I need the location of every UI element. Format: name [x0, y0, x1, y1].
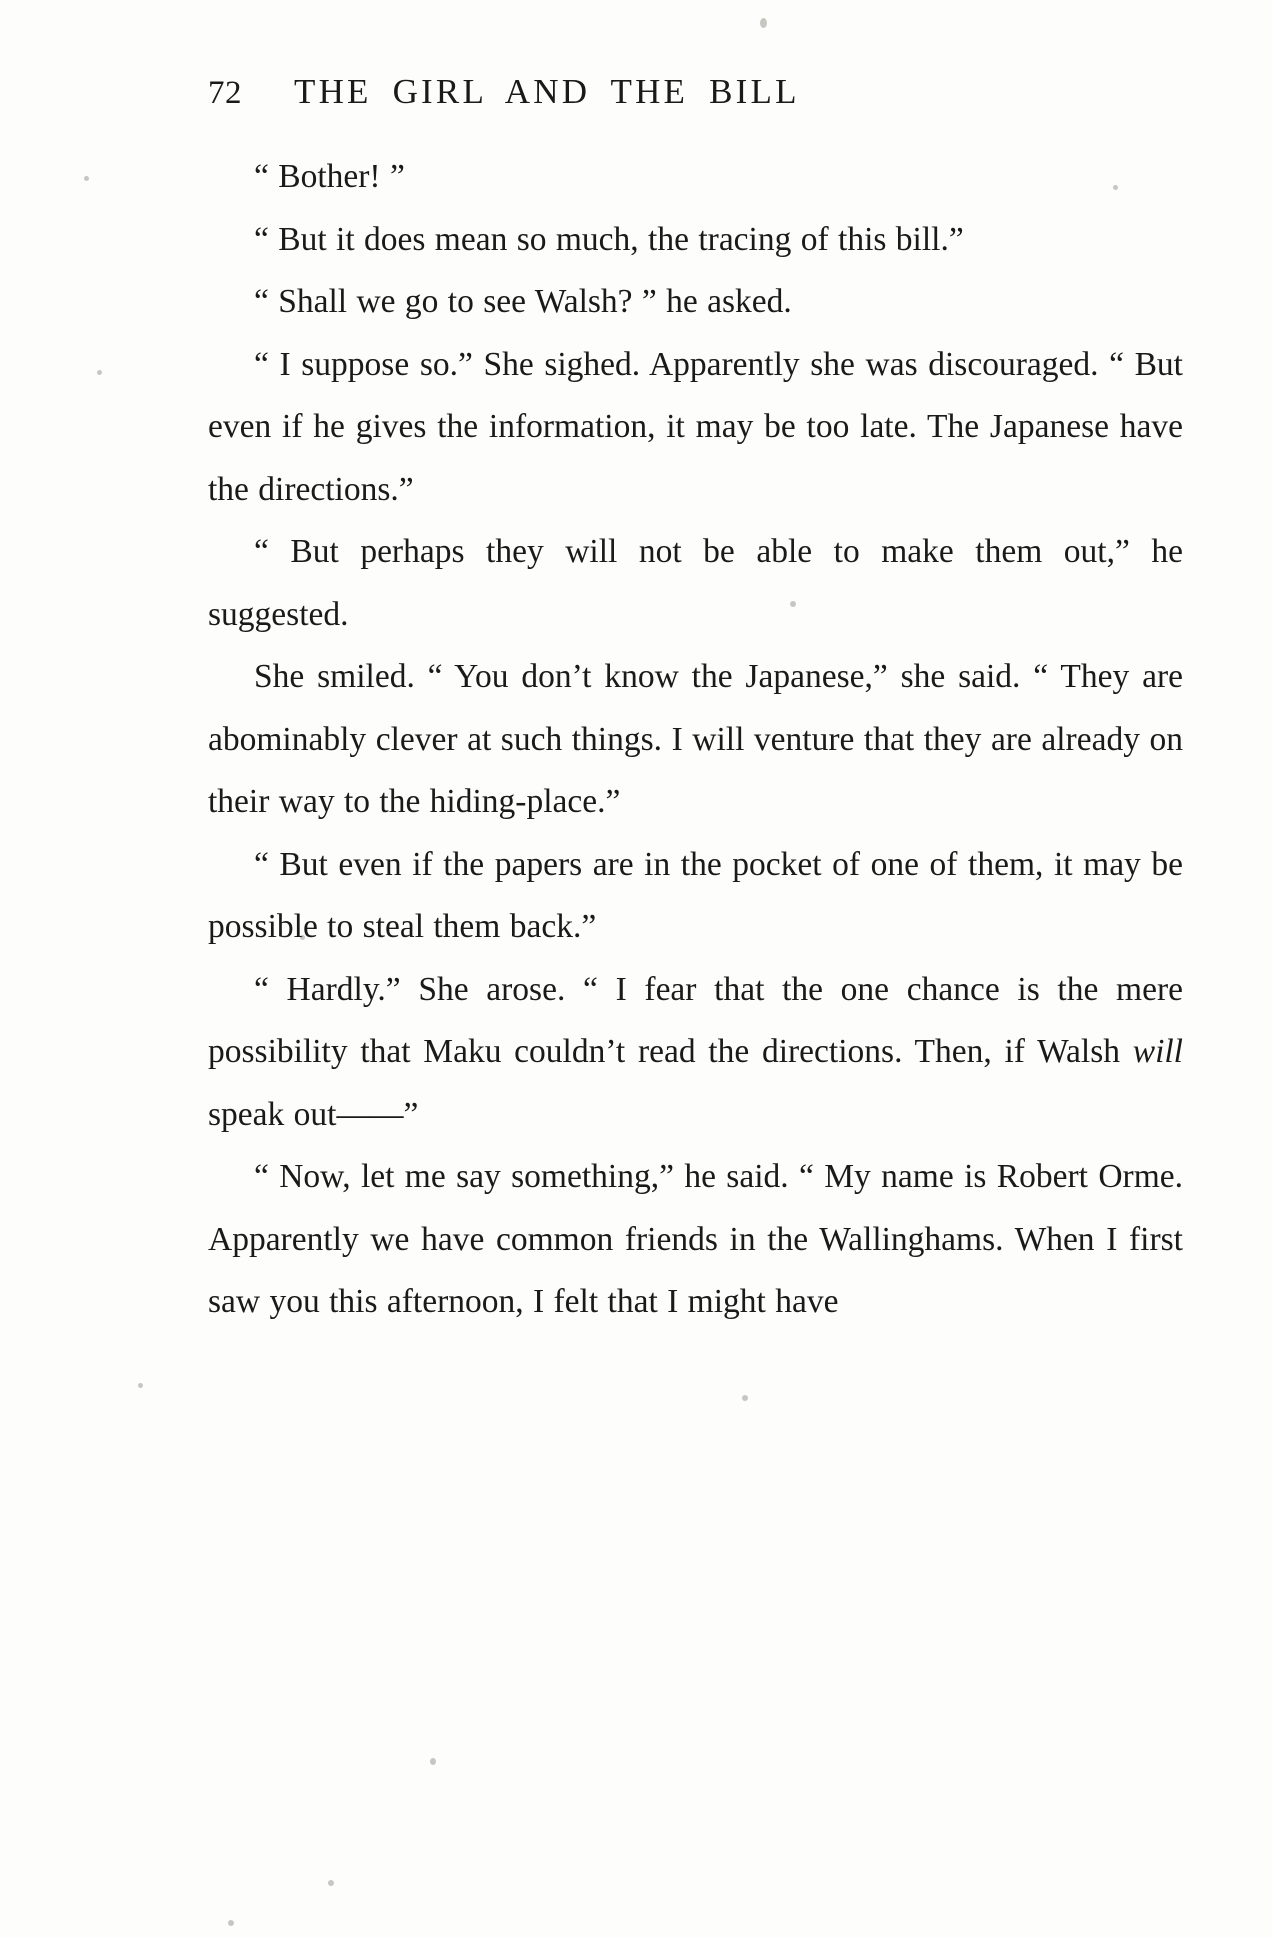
scan-speck [97, 370, 102, 375]
running-head: THE GIRL AND THE BILL [294, 72, 800, 111]
paragraph: “ Now, let me say something,” he said. “ My name is Robert Orme. Apparently we have common friends in the Wallinghams. When I first saw you this afternoon, I felt that I might have [208, 1158, 1183, 1320]
paragraph: “ I suppose so.” She sighed. Apparently she was discouraged. “ But even if he gives the information, it may be too late. The Japanese have the directions.” [208, 345, 1183, 508]
page-header [208, 72, 1183, 112]
paragraph: She smiled. “ You don’t know the Japanese,” she said. “ They are abominably clever at such things. I will venture that they are already on their way to the hiding-place.” [208, 658, 1183, 820]
paragraph-text-lead: “ Hardly.” She arose. “ I fear that the one chance is the mere possibility that Maku couldn’t read the directions. Then, if Walsh [208, 970, 1183, 1070]
scan-speck [760, 18, 767, 28]
paragraph-text-tail: speak out——” [208, 1095, 419, 1133]
paragraph: “ But even if the papers are in the pocket of one of them, it may be possible to steal them back.” [208, 845, 1183, 945]
paragraph: “ Shall we go to see Walsh? ” he asked. [254, 283, 792, 320]
page-text-block [208, 72, 1183, 1334]
paragraph-with-emphasis [208, 959, 1183, 1147]
paragraph: “ But perhaps they will not be able to make them out,” he suggested. [208, 533, 1183, 633]
paragraph: “ But it does mean so much, the tracing of this bill.” [254, 220, 964, 258]
emphasized-word: will [1132, 1033, 1183, 1070]
scan-speck [328, 1880, 334, 1886]
scan-speck [138, 1383, 143, 1388]
scan-speck [742, 1395, 748, 1401]
page-number: 72 [208, 75, 242, 111]
scan-speck [228, 1920, 234, 1926]
scan-speck [84, 176, 89, 181]
paragraph: “ Bother! ” [254, 158, 405, 195]
scan-speck [430, 1758, 436, 1765]
